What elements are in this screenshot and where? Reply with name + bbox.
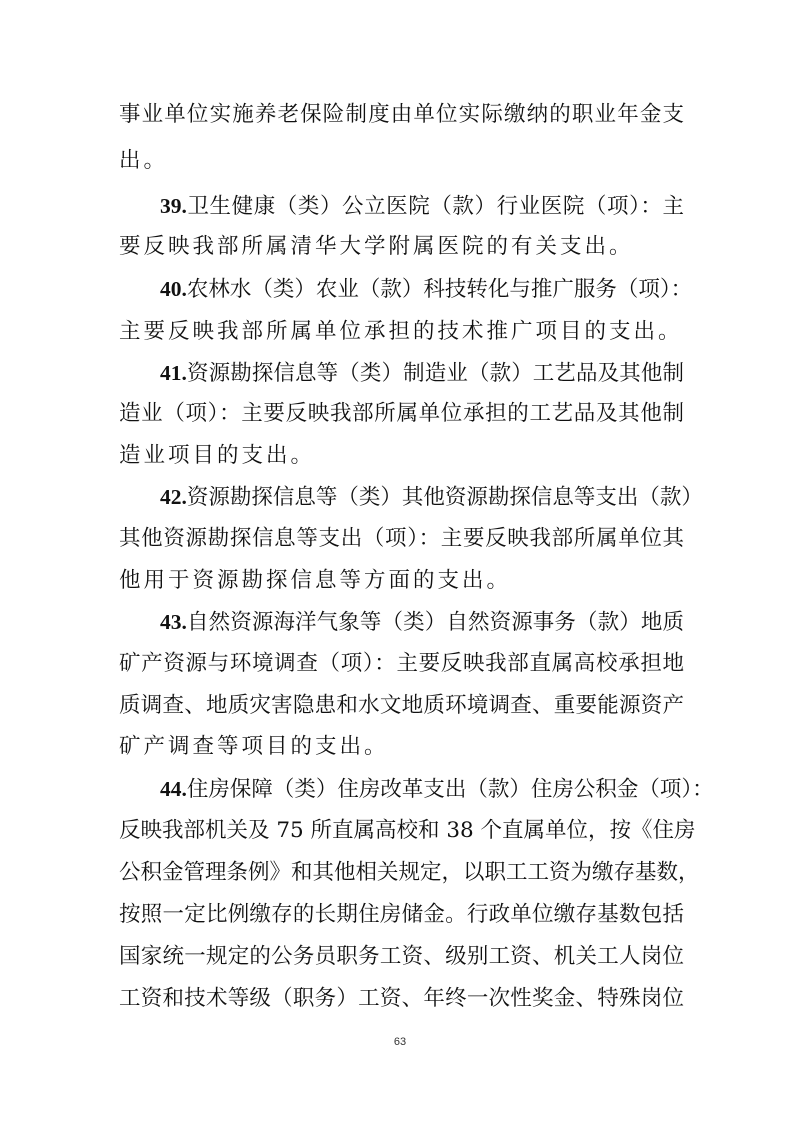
item-number: 41. [160, 361, 187, 385]
item-number: 44. [160, 777, 187, 801]
body-line: 事业单位实施养老保险制度由单位实际缴纳的职业年金支 [119, 102, 684, 127]
body-line: 矿产资源与环境调查（项）：主要反映我部直属高校承担地 [119, 651, 684, 676]
body-line: 按照一定比例缴存的长期住房储金。行政单位缴存基数包括 [119, 902, 684, 927]
item-40-heading: 40.农林水（类）农业（款）科技转化与推广服务（项）： [160, 277, 693, 302]
body-line: 要反映我部所属清华大学附属医院的有关支出。 [119, 234, 634, 259]
body-line: 公积金管理条例》和其他相关规定，以职工工资为缴存基数， [119, 860, 700, 885]
body-line: 他用于资源勘探信息等方面的支出。 [119, 568, 512, 593]
item-number: 43. [160, 610, 187, 634]
body-line: 造业（项）：主要反映我部所属单位承担的工艺品及其他制 [119, 401, 684, 426]
body-line: 国家统一规定的公务员职务工资、级别工资、机关工人岗位 [119, 944, 684, 969]
item-43-heading: 43.自然资源海洋气象等（类）自然资源事务（款）地质 [160, 610, 684, 635]
item-44-heading: 44.住房保障（类）住房改革支出（款）住房公积金（项）： [160, 777, 714, 802]
item-41-heading: 41.资源勘探信息等（类）制造业（款）工艺品及其他制 [160, 361, 684, 386]
body-line: 工资和技术等级（职务）工资、年终一次性奖金、特殊岗位 [119, 986, 684, 1011]
body-line: 矿产调查等项目的支出。 [119, 734, 389, 759]
item-number: 39. [160, 194, 187, 218]
page-number: 63 [393, 1036, 407, 1048]
body-line: 造业项目的支出。 [119, 443, 316, 468]
body-line: 其他资源勘探信息等支出（项）：主要反映我部所属单位其 [119, 526, 684, 551]
item-number: 40. [160, 277, 187, 301]
item-number: 42. [160, 485, 187, 509]
body-line: 出。 [119, 148, 169, 173]
item-42-heading: 42.资源勘探信息等（类）其他资源勘探信息等支出（款） [160, 485, 703, 510]
item-39-heading: 39.卫生健康（类）公立医院（款）行业医院（项）：主 [160, 194, 684, 219]
body-line: 质调查、地质灾害隐患和水文地质环境调查、重要能源资产 [119, 693, 684, 718]
body-line: 反映我部机关及 75 所直属高校和 38 个直属单位，按《住房 [119, 818, 696, 843]
body-line: 主要反映我部所属单位承担的技术推广项目的支出。 [119, 319, 683, 344]
